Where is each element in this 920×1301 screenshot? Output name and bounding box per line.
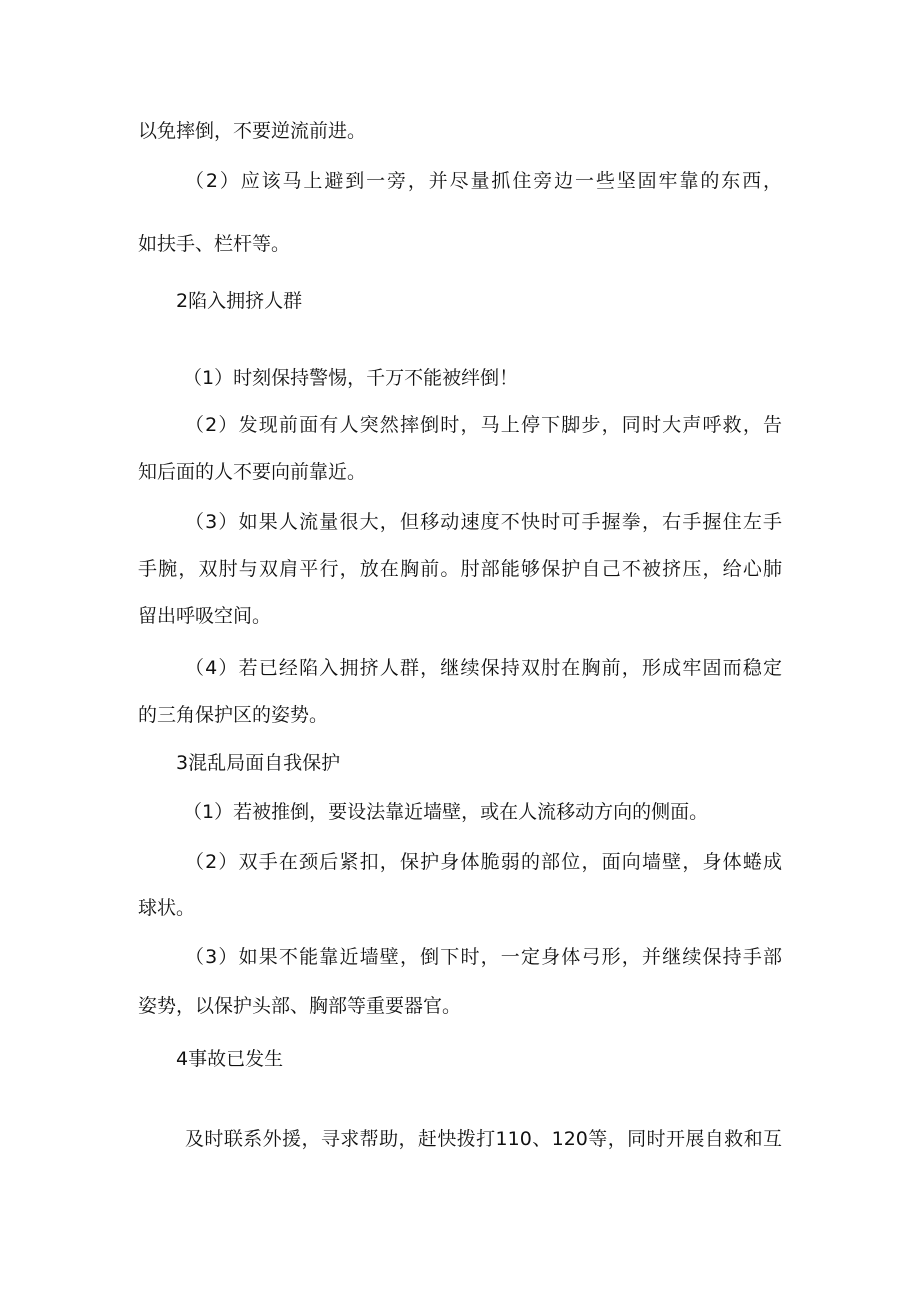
text-line-15: （2）双手在颈后紧扣，保护身体脆弱的部位，面向墙壁，身体蜷成 — [185, 851, 782, 873]
text-line-2: （2）应该马上避到一旁，并尽量抓住旁边一些坚固牢靠的东西， — [185, 170, 782, 192]
section-heading-3: 3混乱局面自我保护 — [176, 752, 341, 774]
section-heading-2: 2陷入拥挤人群 — [176, 290, 303, 312]
text-line-17: （3）如果不能靠近墙壁，倒下时，一定身体弓形，并继续保持手部 — [185, 946, 782, 968]
text-line-9: 手腕，双肘与双肩平行，放在胸前。肘部能够保护自己不被挤压，给心肺 — [138, 558, 782, 580]
text-line-5: （1）时刻保持警惕，千万不能被绊倒！ — [183, 367, 519, 389]
text-line-11: （4）若已经陷入拥挤人群，继续保持双肘在胸前，形成牢固而稳定 — [185, 657, 782, 679]
text-line-8: （3）如果人流量很大，但移动速度不快时可手握拳，右手握住左手 — [185, 511, 782, 533]
text-line-1: 以免摔倒，不要逆流前进。 — [138, 120, 367, 142]
text-line-7: 知后面的人不要向前靠近。 — [138, 461, 367, 483]
text-line-12: 的三角保护区的姿势。 — [138, 704, 329, 726]
text-line-10: 留出呼吸空间。 — [138, 605, 272, 627]
text-line-3: 如扶手、栏杆等。 — [138, 233, 291, 255]
section-heading-4: 4事故已发生 — [176, 1048, 284, 1070]
text-line-18: 姿势，以保护头部、胸部等重要器官。 — [138, 995, 462, 1017]
text-line-14: （1）若被推倒，要设法靠近墙壁，或在人流移动方向的侧面。 — [183, 801, 709, 823]
text-line-6: （2）发现前面有人突然摔倒时，马上停下脚步，同时大声呼救，告 — [185, 414, 782, 436]
text-line-20: 及时联系外援，寻求帮助，赶快拨打110、120等，同时开展自救和互 — [185, 1128, 782, 1150]
text-line-16: 球状。 — [138, 897, 196, 919]
